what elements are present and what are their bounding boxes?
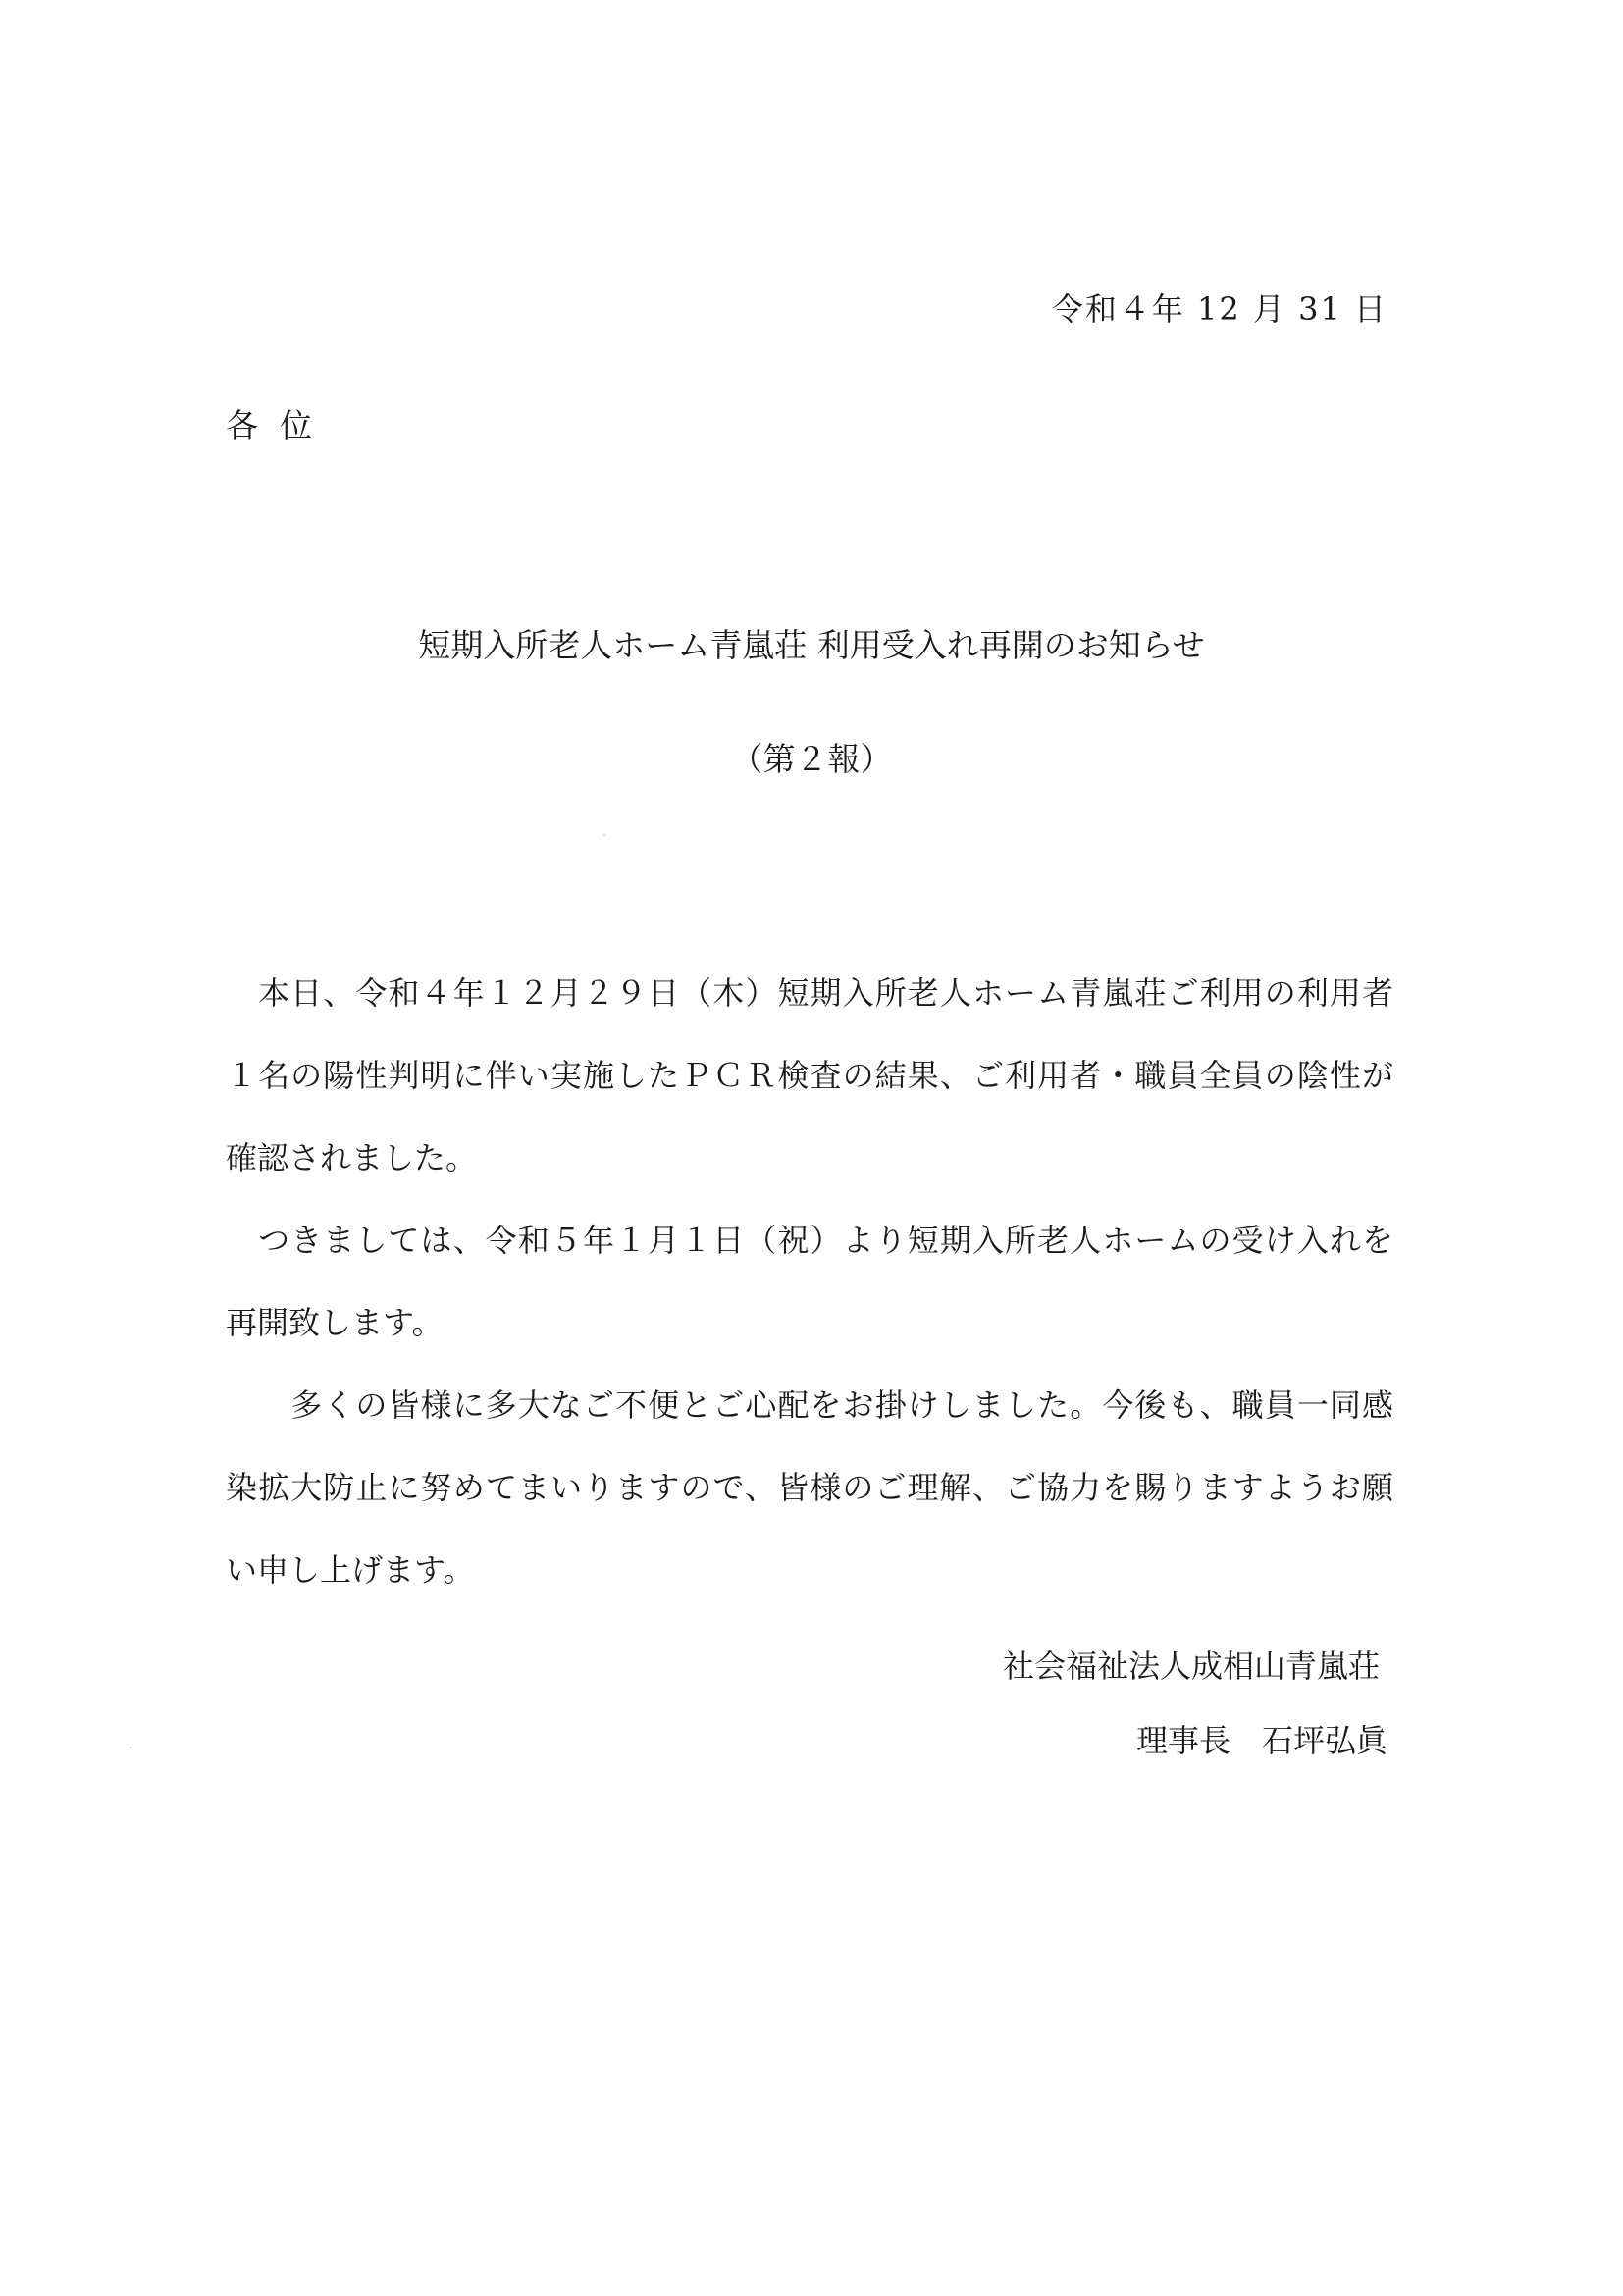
- body-line: 本日、令和４年１２月２９日（木）短期入所老人ホーム青嵐荘ご利用の利用者: [226, 974, 1393, 1012]
- notice-subtitle: （第２報）: [730, 740, 893, 778]
- scan-speck: [130, 1747, 131, 1748]
- document-date: 令和４年 12 月 31 日: [1051, 290, 1387, 328]
- sender-block: [1003, 1629, 1387, 1778]
- body-line: つきましては、令和５年１月１日（祝）より短期入所老人ホームの受け入れを: [226, 1222, 1393, 1259]
- notice-body: [226, 952, 1393, 1611]
- sender-chairman: 理事長 石坪弘眞: [1135, 1722, 1387, 1759]
- body-line: 多くの皆様に多大なご不便とご心配をお掛けしました。今後も、職員一同感: [226, 1386, 1393, 1424]
- body-line: い申し上げます。: [226, 1551, 475, 1589]
- sender-organization: 社会福祉法人成相山青嵐荘: [1002, 1647, 1380, 1685]
- body-line: 確認されました。: [226, 1139, 478, 1176]
- recipient-salutation: 各位: [226, 406, 334, 444]
- notice-title: 短期入所老人ホーム青嵐荘 利用受入れ再開のお知らせ: [418, 626, 1205, 664]
- scan-speck: [603, 834, 605, 836]
- body-line: 染拡大防止に努めてまいりますので、皆様のご理解、ご協力を賜りますようお願: [226, 1469, 1393, 1506]
- body-line: １名の陽性判明に伴い実施したＰＣＲ検査の結果、ご利用者・職員全員の陰性が: [226, 1057, 1393, 1094]
- body-line: 再開致します。: [226, 1304, 444, 1341]
